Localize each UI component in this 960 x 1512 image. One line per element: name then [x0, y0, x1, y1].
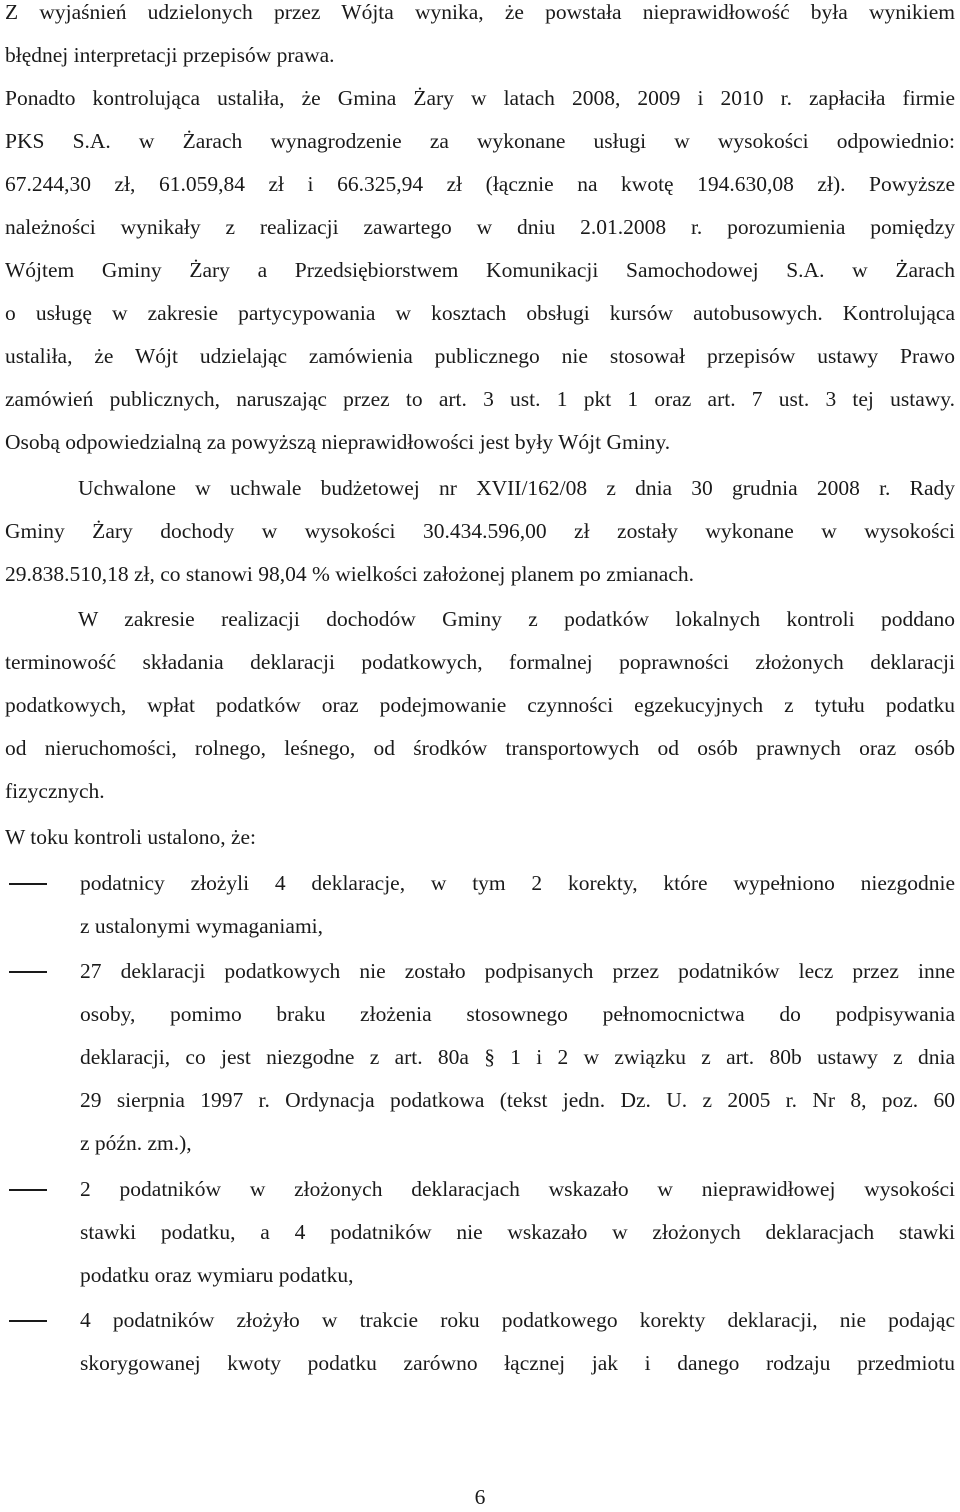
list-item-line: osoby, pomimo braku złożenia stosownego pełnomocnictwa do podpisywania [80, 1002, 955, 1026]
text-line: zamówień publicznych, naruszając przez to art. 3 ust. 1 pkt 1 oraz art. 7 ust. 3 tej ustawy. [5, 387, 955, 411]
list-item-line: podatku oraz wymiaru podatku, [80, 1263, 354, 1287]
list-item-line: deklaracji, co jest niezgodne z art. 80a § 1 i 2 w związku z art. 80b ustawy z dnia [80, 1045, 955, 1069]
text-line: Ponadto kontrolująca ustaliła, że Gmina Żary w latach 2008, 2009 i 2010 r. zapłaciła firmie [5, 86, 955, 110]
list-dash [5, 956, 51, 986]
text-line: ustaliła, że Wójt udzielając zamówienia publicznego nie stosował przepisów ustawy Prawo [5, 344, 955, 368]
text-line: fizycznych. [5, 779, 105, 803]
text-line: 67.244,30 zł, 61.059,84 zł i 66.325,94 zł (łącznie na kwotę 194.630,08 zł). Powyższe [5, 172, 955, 196]
list-dash [5, 1305, 51, 1335]
text-line: podatkowych, wpłat podatków oraz podejmowanie czynności egzekucyjnych z tytułu podatku [5, 693, 955, 717]
text-line: o usługę w zakresie partycypowania w kosztach obsługi kursów autobusowych. Kontrolująca [5, 301, 955, 325]
list-item-line: 27 deklaracji podatkowych nie zostało podpisanych przez podatników lecz przez inne [80, 959, 955, 983]
list-item-line: 2 podatników w złożonych deklaracjach wskazało w nieprawidłowej wysokości [80, 1177, 955, 1201]
text-line: Gminy Żary dochody w wysokości 30.434.596,00 zł zostały wykonane w wysokości [5, 519, 955, 543]
text-line: W toku kontroli ustalono, że: [5, 825, 256, 849]
text-line: PKS S.A. w Żarach wynagrodzenie za wykonane usługi w wysokości odpowiednio: [5, 129, 955, 153]
text-line: błędnej interpretacji przepisów prawa. [5, 43, 335, 67]
page-number: 6 [474, 1485, 486, 1509]
text-line: należności wynikały z realizacji zawartego w dniu 2.01.2008 r. porozumienia pomiędzy [5, 215, 955, 239]
text-line: terminowość składania deklaracji podatkowych, formalnej poprawności złożonych deklaracji [5, 650, 955, 674]
text-line: Uchwalone w uchwale budżetowej nr XVII/162/08 z dnia 30 grudnia 2008 r. Rady [78, 476, 955, 500]
list-dash [5, 1174, 51, 1204]
list-item-line: skorygowanej kwoty podatku zarówno łącznej jak i danego rodzaju przedmiotu [80, 1351, 955, 1375]
text-line: Z wyjaśnień udzielonych przez Wójta wynika, że powstała nieprawidłowość była wynikiem [5, 0, 955, 24]
text-line: Wójtem Gminy Żary a Przedsiębiorstwem Komunikacji Samochodowej S.A. w Żarach [5, 258, 955, 282]
list-item-line: podatnicy złożyli 4 deklaracje, w tym 2 korekty, które wypełniono niezgodnie [80, 871, 955, 895]
list-item-line: z ustalonymi wymaganiami, [80, 914, 324, 938]
text-line: W zakresie realizacji dochodów Gminy z podatków lokalnych kontroli poddano [78, 607, 955, 631]
text-line: 29.838.510,18 zł, co stanowi 98,04 % wielkości założonej planem po zmianach. [5, 562, 695, 586]
list-item-line: z późn. zm.), [80, 1131, 192, 1155]
list-item-line: 29 sierpnia 1997 r. Ordynacja podatkowa (tekst jedn. Dz. U. z 2005 r. Nr 8, poz. 60 [80, 1088, 955, 1112]
text-line: Osobą odpowiedzialną za powyższą nieprawidłowości jest były Wójt Gminy. [5, 430, 671, 454]
list-item-line: stawki podatku, a 4 podatników nie wskazało w złożonych deklaracjach stawki [80, 1220, 955, 1244]
list-dash [5, 868, 51, 898]
text-line: od nieruchomości, rolnego, leśnego, od środków transportowych od osób prawnych oraz osób [5, 736, 955, 760]
list-item-line: 4 podatników złożyło w trakcie roku podatkowego korekty deklaracji, nie podając [80, 1308, 955, 1332]
